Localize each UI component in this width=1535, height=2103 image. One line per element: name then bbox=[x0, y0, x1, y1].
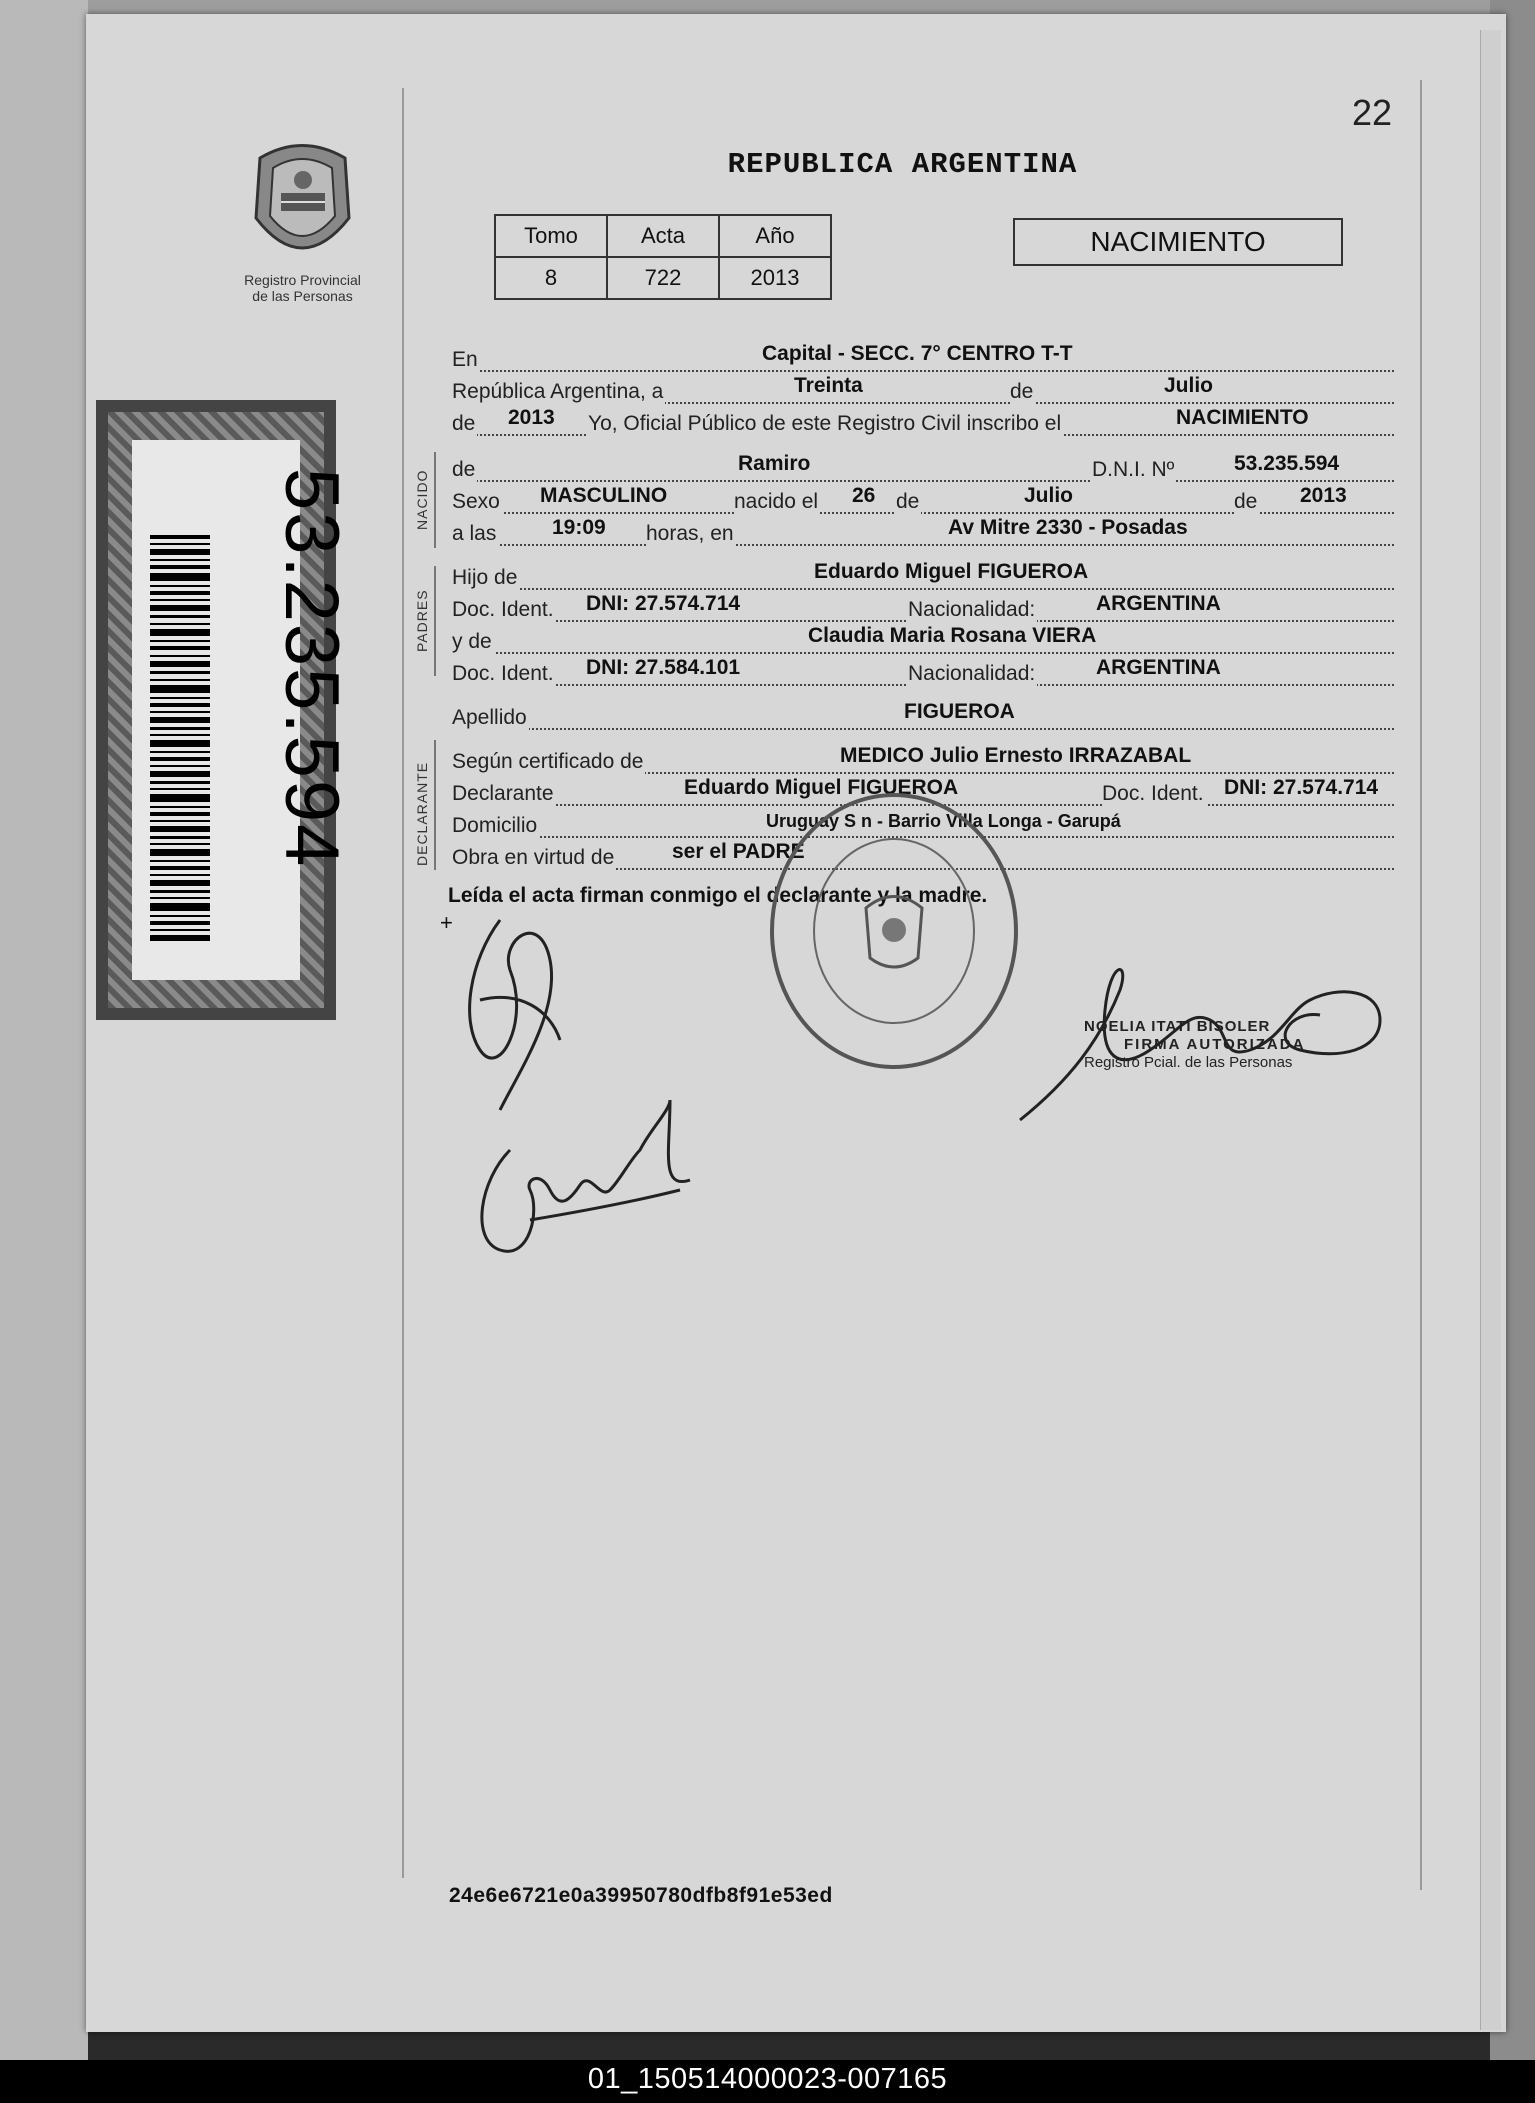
label-nacionalidad: Nacionalidad: bbox=[908, 598, 1036, 621]
label-republica: República Argentina, a bbox=[452, 380, 664, 403]
row-oficial bbox=[452, 406, 1394, 440]
side-label-declarante: DECLARANTE bbox=[414, 761, 430, 866]
label-certificado: Según certificado de bbox=[452, 750, 644, 773]
side-label-padres: PADRES bbox=[414, 589, 430, 652]
label-de2: de bbox=[452, 412, 476, 435]
label-de3: de bbox=[452, 458, 476, 481]
row-madre-doc bbox=[452, 656, 1394, 690]
label-de: de bbox=[1010, 380, 1034, 403]
label-hijo-de: Hijo de bbox=[452, 566, 518, 589]
closing-text: Leída el acta firman conmigo el declarante y la madre. bbox=[448, 884, 988, 907]
registro-label-line2: de las Personas bbox=[252, 288, 353, 304]
label-y-de: y de bbox=[452, 630, 492, 653]
signatory-org: Registro Pcial. de las Personas bbox=[1084, 1054, 1293, 1071]
signatory-role: FIRMA AUTORIZADA bbox=[1124, 1036, 1306, 1053]
header-acta: Acta bbox=[607, 215, 719, 257]
value-dia-nac: 26 bbox=[852, 484, 876, 507]
row-nombre bbox=[452, 452, 1394, 486]
provincial-emblem-icon bbox=[245, 138, 360, 268]
cross-mark: + bbox=[440, 910, 453, 935]
value-mes-acta: Julio bbox=[1164, 374, 1214, 397]
footer-id: 01_150514000023-007165 bbox=[587, 2063, 948, 2095]
value-lugar: Av Mitre 2330 - Posadas bbox=[948, 516, 1188, 539]
value-declarante-doc: DNI: 27.574.714 bbox=[1224, 776, 1379, 799]
label-doc-ident3: Doc. Ident. bbox=[1102, 782, 1204, 805]
header-tomo: Tomo bbox=[495, 215, 607, 257]
label-dni: D.N.I. Nº bbox=[1092, 458, 1175, 481]
row-en bbox=[452, 342, 1394, 376]
label-nacido-el: nacido el bbox=[734, 490, 819, 513]
label-nacionalidad2: Nacionalidad: bbox=[908, 662, 1036, 685]
dotted-line bbox=[452, 480, 1394, 482]
record-type-box: NACIMIENTO bbox=[1013, 218, 1343, 266]
dotted-line bbox=[452, 652, 1394, 654]
label-de5: de bbox=[1234, 490, 1258, 513]
label-sexo: Sexo bbox=[452, 490, 500, 513]
row-hora bbox=[452, 516, 1394, 550]
declarante-bracket bbox=[434, 740, 436, 870]
signatory-name: NOELIA ITATI BISOLER bbox=[1084, 1018, 1271, 1035]
value-anio-acta: 2013 bbox=[508, 406, 555, 429]
signature-declarante-icon bbox=[470, 1090, 700, 1270]
value-padre-doc: DNI: 27.574.714 bbox=[586, 592, 741, 615]
label-de4: de bbox=[896, 490, 920, 513]
value-anio: 2013 bbox=[719, 257, 831, 299]
row-sexo bbox=[452, 484, 1394, 518]
padres-bracket bbox=[434, 566, 436, 676]
value-acta: 722 bbox=[607, 257, 719, 299]
value-sexo: MASCULINO bbox=[540, 484, 668, 507]
label-doc-ident2: Doc. Ident. bbox=[452, 662, 554, 685]
header-anio: Año bbox=[719, 215, 831, 257]
background-left bbox=[0, 0, 88, 2060]
row-republica bbox=[452, 374, 1394, 408]
row-certificado bbox=[452, 744, 1394, 778]
record-table-header-row bbox=[495, 215, 831, 257]
value-tomo: 8 bbox=[495, 257, 607, 299]
official-stamp-icon bbox=[766, 790, 1022, 1072]
value-dia-texto: Treinta bbox=[794, 374, 863, 397]
value-domicilio: Uruguay S n - Barrio Villa Longa - Garupá bbox=[766, 811, 1121, 831]
row-madre bbox=[452, 624, 1394, 658]
value-declarante: Eduardo Miguel FIGUEROA bbox=[684, 776, 959, 799]
label-oficial: Yo, Oficial Público de este Registro Civil inscribo el bbox=[588, 412, 1062, 435]
dotted-line bbox=[452, 588, 1394, 590]
document-hash: 24e6e6721e0a39950780dfb8f91e53ed bbox=[449, 1884, 833, 1907]
row-padre-doc bbox=[452, 592, 1394, 626]
value-anio-nac: 2013 bbox=[1300, 484, 1347, 507]
row-padre bbox=[452, 560, 1394, 594]
form-border-right bbox=[1420, 80, 1422, 1890]
barcode-icon bbox=[150, 535, 218, 945]
dotted-line bbox=[452, 728, 1394, 730]
label-a-las: a las bbox=[452, 522, 497, 545]
form-border-left bbox=[402, 88, 404, 1878]
value-madre-nac: ARGENTINA bbox=[1096, 656, 1221, 679]
value-padre: Eduardo Miguel FIGUEROA bbox=[814, 560, 1089, 583]
signature-block bbox=[1084, 1018, 1305, 1072]
adjacent-sheet-edge bbox=[1480, 30, 1501, 2030]
side-label-nacido: NACIDO bbox=[414, 469, 430, 530]
registro-label bbox=[225, 272, 380, 304]
label-obra: Obra en virtud de bbox=[452, 846, 615, 869]
nacido-bracket bbox=[434, 452, 436, 548]
value-hora: 19:09 bbox=[552, 516, 606, 539]
value-padre-nac: ARGENTINA bbox=[1096, 592, 1221, 615]
value-certificado: MEDICO Julio Ernesto IRRAZABAL bbox=[840, 744, 1192, 767]
header-title: REPUBLICA ARGENTINA bbox=[727, 148, 1078, 181]
value-tipo-inscripcion: NACIMIENTO bbox=[1176, 406, 1309, 429]
page-number: 22 bbox=[1352, 92, 1393, 133]
dotted-line bbox=[452, 544, 1394, 546]
value-madre: Claudia Maria Rosana VIERA bbox=[808, 624, 1097, 647]
label-en: En bbox=[452, 348, 478, 371]
row-apellido bbox=[452, 700, 1394, 734]
value-nombre: Ramiro bbox=[738, 452, 811, 475]
sticker-number: 53.235.594 bbox=[269, 468, 354, 869]
label-horas-en: horas, en bbox=[646, 522, 734, 545]
dotted-line bbox=[452, 370, 1394, 372]
label-doc-ident: Doc. Ident. bbox=[452, 598, 554, 621]
record-table bbox=[494, 214, 832, 300]
label-domicilio: Domicilio bbox=[452, 814, 538, 837]
value-dni: 53.235.594 bbox=[1234, 452, 1340, 475]
value-obra: ser el PADRE bbox=[672, 840, 805, 863]
label-declarante: Declarante bbox=[452, 782, 554, 805]
label-apellido: Apellido bbox=[452, 706, 527, 729]
value-apellido: FIGUEROA bbox=[904, 700, 1015, 723]
registro-label-line1: Registro Provincial bbox=[244, 272, 361, 288]
record-table-value-row bbox=[495, 257, 831, 299]
value-madre-doc: DNI: 27.584.101 bbox=[586, 656, 741, 679]
value-en: Capital - SECC. 7° CENTRO T-T bbox=[762, 342, 1073, 365]
value-mes-nac: Julio bbox=[1024, 484, 1074, 507]
